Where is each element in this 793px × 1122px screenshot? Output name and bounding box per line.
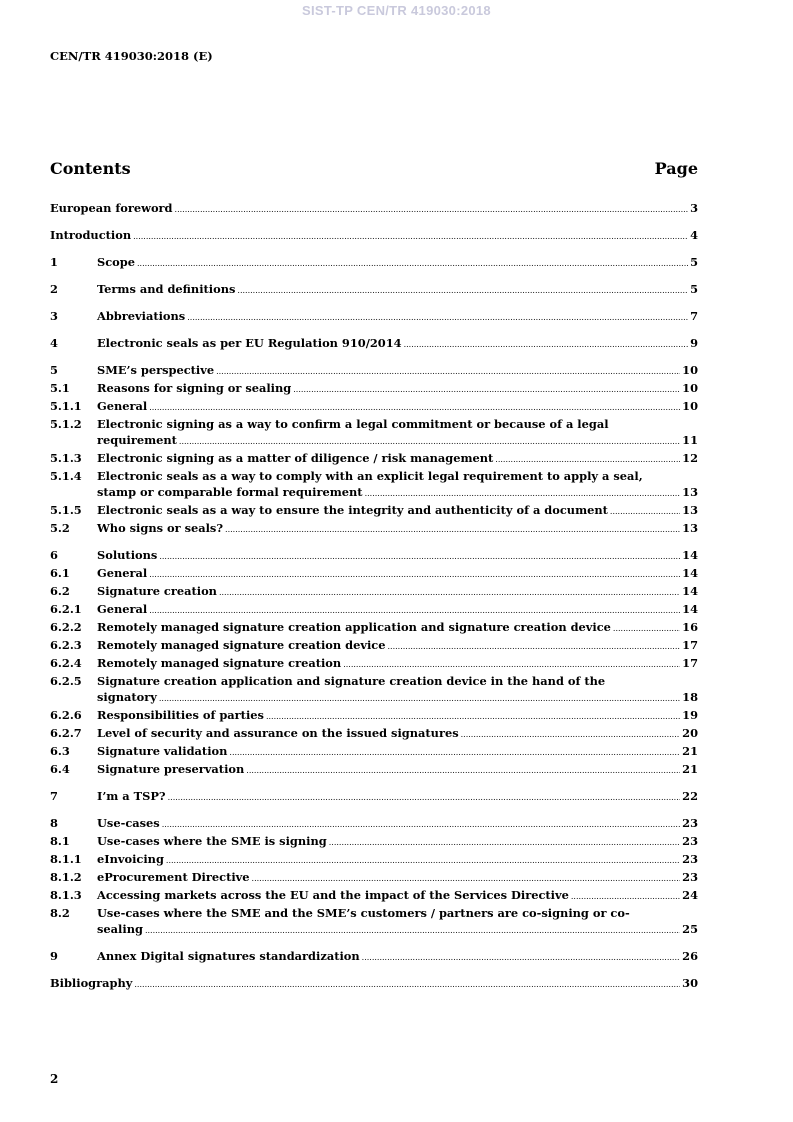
toc-entry-number: 1 [50,255,58,269]
toc-entry-title: Abbreviations [97,309,186,323]
toc-entry-page: 10 [682,381,698,395]
toc-entry[interactable] [50,869,698,887]
dot-leader [225,522,680,538]
toc-entry-page: 13 [682,503,698,517]
dot-leader [246,763,680,779]
toc-entry-number: 8.1 [50,834,70,848]
toc-entry-number: 6.2.7 [50,726,82,740]
toc-entry-title: Signature validation [97,744,228,758]
toc-entry-number: 5.1.5 [50,503,82,517]
toc-entry-number: 6.4 [50,762,70,776]
dot-leader [149,567,680,583]
toc-entry-number: 6.1 [50,566,70,580]
toc-entry-page: 9 [690,336,698,350]
document-id: CEN/TR 419030:2018 (E) [50,49,213,63]
toc-entry-page: 4 [690,228,698,242]
toc-entry-title: Use-cases where the SME and the SME’s customers / partners are co-signing or co- [97,906,630,920]
toc-entry-title: Signature creation application and signature creation device in the hand of the [97,674,606,688]
toc-entry-page: 13 [682,521,698,535]
toc-entry-number: 6.2.5 [50,674,82,688]
toc-entry-number: 5.1.1 [50,399,82,413]
toc-entry-title: Terms and definitions [97,282,236,296]
toc-entry-title: Electronic seals as a way to ensure the integrity and authenticity of a document [97,503,608,517]
toc-entry[interactable] [50,815,698,833]
toc-entry-page: 23 [682,834,698,848]
toc-entry[interactable] [50,200,698,218]
toc-entry-title: Signature creation [97,584,217,598]
toc-entry-number: 5.1.4 [50,469,82,483]
dot-leader [229,745,680,761]
toc-entry-page: 10 [682,363,698,377]
toc-entry-title: Introduction [50,228,132,242]
page-number: 2 [50,1072,59,1086]
dot-leader [387,639,680,655]
toc-entry-title: Scope [97,255,135,269]
toc-entry-title: Level of security and assurance on the issued signatures [97,726,459,740]
toc-entry-number: 6.2.4 [50,656,82,670]
toc-entry-page: 21 [682,762,698,776]
toc-entry-page: 17 [682,656,698,670]
toc-entry-number: 5.2 [50,521,70,535]
toc-entry-page: 30 [682,976,698,990]
dot-leader [159,549,680,565]
toc-entry-title: I’m a TSP? [97,789,166,803]
toc-entry[interactable] [50,281,698,299]
toc-entry-page: 14 [682,548,698,562]
toc-entry-title: Annex Digital signatures standardization [97,949,360,963]
toc-entry-number: 6.2.1 [50,602,82,616]
toc-entry-title: Use-cases [97,816,160,830]
toc-entry[interactable] [50,707,698,725]
toc-entry-title: Signature preservation [97,762,245,776]
toc-entry-number: 5.1.2 [50,417,82,431]
toc-entry-number: 5.1 [50,381,70,395]
toc-entry-page: 18 [682,690,698,704]
toc-entry-page: 19 [682,708,698,722]
toc-entry[interactable] [50,547,698,565]
toc-entry-title: eInvoicing [97,852,164,866]
toc-entry-page: 17 [682,638,698,652]
toc-entry-number: 4 [50,336,58,350]
toc-entry-title: eProcurement Directive [97,870,250,884]
toc-entry-page: 14 [682,566,698,580]
toc-entry-page: 10 [682,399,698,413]
dot-leader [495,452,680,468]
toc-entry-title: Bibliography [50,976,133,990]
dot-leader [166,853,680,869]
toc-entry-title-continued: signatory [97,690,157,704]
toc-entry-title: Responsibilities of parties [97,708,264,722]
dot-leader [175,202,689,218]
toc-entry-number: 8 [50,816,58,830]
toc-entry-title: Electronic signing as a way to confirm a legal commitment or because of a legal [97,417,609,431]
toc-entry[interactable] [50,788,698,806]
toc-entry[interactable] [50,887,698,905]
toc-entry-page: 3 [690,201,698,215]
dot-leader [365,486,681,502]
toc-entry[interactable] [50,308,698,326]
toc-entry-title: Solutions [97,548,158,562]
dot-leader [362,950,680,966]
watermark: SIST-TP CEN/TR 419030:2018 [302,3,491,18]
toc-entry-title: SME’s perspective [97,363,215,377]
toc-entry-page: 23 [682,852,698,866]
toc-entry[interactable] [50,450,698,468]
toc-entry-page: 16 [682,620,698,634]
dot-leader [133,229,688,245]
toc-entry-page: 23 [682,870,698,884]
dot-leader [134,977,680,993]
toc-entry-page: 7 [690,309,698,323]
toc-entry[interactable] [50,948,698,966]
toc-entry-page: 24 [682,888,698,902]
toc-entry[interactable] [50,619,698,637]
toc-entry-title-continued: stamp or comparable formal requirement [97,485,363,499]
toc-entry-page: 25 [682,922,698,936]
dot-leader [168,790,681,806]
toc-entry-title-continued: requirement [97,433,177,447]
toc-entry-title: Electronic signing as a matter of diligence / risk management [97,451,494,465]
toc-entry-title: General [97,602,148,616]
toc-entry-number: 6 [50,548,58,562]
dot-leader [293,382,680,398]
toc-entry-page: 5 [690,255,698,269]
toc-entry[interactable] [50,565,698,583]
contents-title: Contents [50,159,131,178]
dot-leader [149,400,680,416]
toc-entry[interactable] [50,673,698,707]
dot-leader [216,364,680,380]
toc-entry[interactable] [50,725,698,743]
dot-leader [179,434,680,450]
dot-leader [329,835,680,851]
dot-leader [237,283,688,299]
toc-entry[interactable] [50,380,698,398]
toc-entry-number: 9 [50,949,58,963]
toc-entry-number: 6.3 [50,744,70,758]
toc-entry[interactable] [50,655,698,673]
toc-entry-title: Remotely managed signature creation application and signature creation device [97,620,611,634]
contents-header [50,159,698,178]
toc-entry-page: 14 [682,584,698,598]
toc-entry-title: Electronic seals as per EU Regulation 910/2014 [97,336,402,350]
toc-entry-number: 8.2 [50,906,70,920]
toc-entry-title: Reasons for signing or sealing [97,381,292,395]
dot-leader [149,603,680,619]
toc-entry-page: 11 [682,433,698,447]
dot-leader [266,709,680,725]
toc-entry-title: Remotely managed signature creation device [97,638,386,652]
dot-leader [252,871,681,887]
toc-entry-title: Use-cases where the SME is signing [97,834,327,848]
dot-leader [610,504,680,520]
toc-entry-title-continued: sealing [97,922,143,936]
toc-entry[interactable] [50,761,698,779]
toc-entry-title: General [97,566,148,580]
toc-entry[interactable] [50,637,698,655]
toc-entry-page: 20 [682,726,698,740]
toc-entry-number: 6.2.3 [50,638,82,652]
toc-entry-number: 2 [50,282,58,296]
toc-entry-title: Remotely managed signature creation [97,656,342,670]
toc-entry-page: 13 [682,485,698,499]
toc-entry[interactable] [50,975,698,993]
toc-entry[interactable] [50,905,698,939]
dot-leader [145,923,680,939]
toc-entry-title: Who signs or seals? [97,521,224,535]
dot-leader [137,256,688,272]
dot-leader [159,691,680,707]
toc-entry-number: 5 [50,363,58,377]
toc-entry-page: 23 [682,816,698,830]
dot-leader [571,889,680,905]
toc-entry[interactable] [50,520,698,538]
table-of-contents [50,200,698,993]
toc-entry[interactable] [50,743,698,761]
toc-entry[interactable] [50,833,698,851]
dot-leader [404,337,688,353]
toc-entry-title: General [97,399,148,413]
toc-entry[interactable] [50,851,698,869]
toc-entry-page: 21 [682,744,698,758]
toc-entry-title: Accessing markets across the EU and the impact of the Services Directive [97,888,569,902]
toc-entry[interactable] [50,227,698,245]
toc-entry[interactable] [50,502,698,520]
dot-leader [613,621,680,637]
dot-leader [343,657,680,673]
toc-entry[interactable] [50,398,698,416]
page-column-header: Page [654,159,698,178]
toc-entry-page: 26 [682,949,698,963]
toc-entry-number: 6.2 [50,584,70,598]
toc-entry-number: 8.1.1 [50,852,82,866]
toc-entry-page: 14 [682,602,698,616]
toc-entry-page: 5 [690,282,698,296]
dot-leader [219,585,680,601]
toc-entry-number: 3 [50,309,58,323]
toc-entry[interactable] [50,601,698,619]
toc-entry-number: 8.1.2 [50,870,82,884]
toc-entry-number: 5.1.3 [50,451,82,465]
toc-entry-number: 7 [50,789,58,803]
toc-entry[interactable] [50,335,698,353]
toc-entry-title: Electronic seals as a way to comply with an explicit legal requirement to apply a seal, [97,469,643,483]
dot-leader [162,817,680,833]
toc-entry[interactable] [50,362,698,380]
toc-entry[interactable] [50,254,698,272]
dot-leader [461,727,681,743]
toc-entry-page: 12 [682,451,698,465]
toc-entry[interactable] [50,583,698,601]
toc-entry-number: 6.2.2 [50,620,82,634]
toc-entry[interactable] [50,416,698,450]
dot-leader [187,310,688,326]
toc-entry-number: 8.1.3 [50,888,82,902]
toc-entry-title: European foreword [50,201,173,215]
toc-entry-number: 6.2.6 [50,708,82,722]
toc-entry[interactable] [50,468,698,502]
toc-entry-page: 22 [682,789,698,803]
